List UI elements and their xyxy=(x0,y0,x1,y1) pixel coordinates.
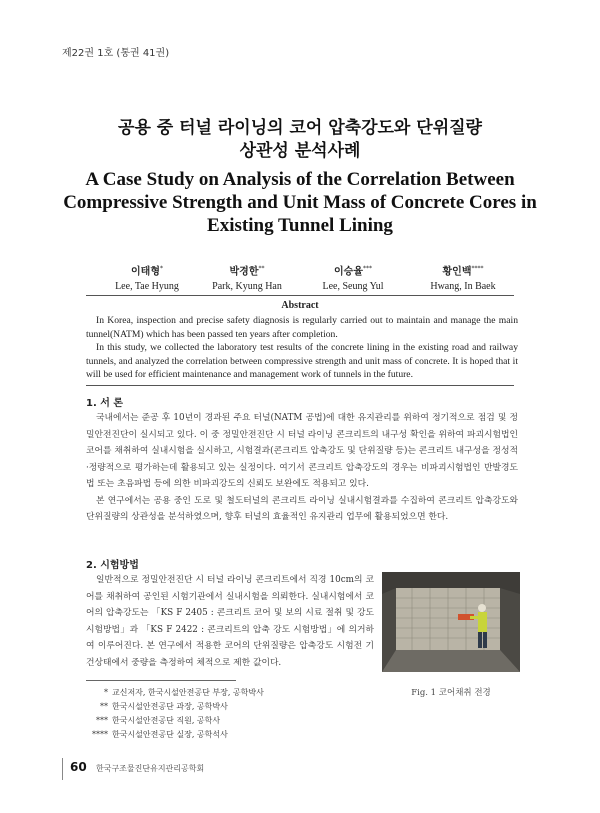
section-1-paragraph-1: 국내에서는 준공 후 10년이 경과된 주요 터널(NATM 공법)에 대한 유지관리를 위하여 정기적으로 점검 및 정밀안전진단이 실시되고 있다. 이 중 정밀안전진단 시 터널 라이닝 콘크리트의 내구성 확인을 위하여 파괴시험법인 코어를 채취하여 실내시험을 실시하고, 시험결과(콘크리트 압축강도 및 단위질량 등)는 콘크리트 내구성을 정성적·정량적으로 평가하는데 활용되고 있는 실정이다. 여기서 콘크리트 압축강도의 경우는 비파괴시험법인 반발경도법 또는 초음파법 등에 의한 비파괴강도의 신뢰도 보완에도 적용되고 있다. xyxy=(86,413,518,489)
author-4-mark: **** xyxy=(471,265,484,272)
footnote-3-text: 한국시설안전공단 직원, 공학사 xyxy=(112,716,221,725)
author-3-name-ko: 이승율 xyxy=(334,266,363,278)
footnote-3 xyxy=(86,714,264,728)
footnote-list xyxy=(86,686,264,742)
footnote-1-text: 교신저자, 한국시설안전공단 부장, 공학박사 xyxy=(112,688,264,697)
author-3-mark: *** xyxy=(362,265,372,272)
title-english-line1: A Case Study on Analysis of the Correlation Between xyxy=(85,169,515,190)
section-2-heading: 2. 시험방법 xyxy=(86,560,139,571)
title-english-line3: Existing Tunnel Lining xyxy=(207,215,393,236)
journal-name: 한국구조물진단유지관리공학회 xyxy=(96,764,205,773)
footnote-1-mark: * xyxy=(104,688,108,697)
footnote-rule xyxy=(86,680,236,681)
abstract-rule-bottom xyxy=(86,385,514,386)
title-korean-line2: 상관성 분석사례 xyxy=(239,141,361,161)
title-korean-line1: 공용 중 터널 라이닝의 코어 압축강도와 단위질량 xyxy=(118,118,482,138)
footer-divider xyxy=(62,758,63,780)
author-4-name-en: Hwang, In Baek xyxy=(430,281,496,293)
footnote-2-text: 한국시설안전공단 과장, 공학박사 xyxy=(112,702,228,711)
section-1-paragraph-2: 본 연구에서는 공용 중인 도로 및 철도터널의 콘크리트 라이닝 실내시험결과를 수집하여 콘크리트 압축강도와 단위질량의 상관성을 분석하였으며, 향후 터널의 효율적인 유지관리 업무에 활용되었으면 한다. xyxy=(86,495,518,522)
abstract-body xyxy=(86,314,518,382)
abstract-paragraph-1: In Korea, inspection and precise safety diagnosis is regularly carried out to maintain and manage the main tunnel(NATM) which has been passed ten years after completion. xyxy=(86,315,518,340)
abstract-heading: Abstract xyxy=(281,300,319,311)
tunnel-photo-illustration xyxy=(382,572,520,672)
abstract-paragraph-2: In this study, we collected the laboratory test results of the concrete lining in the existing road and railway tunnels, and analyzed the correlation between compressive strength and unit mass of concrete. It is hoped that it will be used for efficient maintenance and management work of tunnels in the future. xyxy=(86,342,518,380)
section-1-body xyxy=(86,410,518,526)
title-english-line2: Compressive Strength and Unit Mass of Concrete Cores in xyxy=(63,192,537,213)
figure-core-sampling-photo xyxy=(382,572,520,672)
author-4-name-ko: 황인백 xyxy=(442,266,472,278)
footnote-1 xyxy=(86,686,264,700)
section-2-paragraph-1: 일반적으로 정밀안전진단 시 터널 라이닝 콘크리트에서 직경 10cm의 코어를 채취하여 공인된 시험기관에서 실내시험을 의뢰한다. 실내시험에서 코어의 압축강도는 「KS F 2405 : 콘크리트 코어 및 보의 시료 절취 및 강도 시험방법」과 「KS F 2422 : 콘크리트의 압축 강도 시험방법」에 의거하여 이루어진다. 본 연구에서 적용한 코어의 단위질량은 압축강도 시험전 기건상태에서 중량을 측정하여 체적으로 제한 값이다. xyxy=(86,575,374,668)
volume-info: 제22권 1호 (통권 41권) xyxy=(62,48,170,59)
author-2-mark: ** xyxy=(258,265,265,272)
author-2-name-ko: 박경한 xyxy=(229,266,259,278)
footnote-4-mark: **** xyxy=(92,730,108,739)
footnote-4 xyxy=(86,728,264,742)
footnote-4-text: 한국시설안전공단 실장, 공학석사 xyxy=(112,730,228,739)
figure-caption: Fig. 1 코어채취 전경 xyxy=(411,688,491,698)
author-3-name-en: Lee, Seung Yul xyxy=(322,281,384,293)
footnote-2-mark: ** xyxy=(100,702,108,711)
page-number: 60 xyxy=(70,760,87,774)
author-1-mark: * xyxy=(159,265,163,272)
footnote-3-mark: *** xyxy=(96,716,108,725)
author-4 xyxy=(398,261,528,294)
author-2-name-en: Park, Kyung Han xyxy=(212,281,282,293)
author-1-name-en: Lee, Tae Hyung xyxy=(115,281,179,293)
abstract-rule-top xyxy=(86,295,514,296)
author-1-name-ko: 이태형 xyxy=(131,266,160,278)
footnote-2 xyxy=(86,700,264,714)
section-2-body xyxy=(86,572,374,671)
section-1-heading: 1. 서 론 xyxy=(86,398,124,409)
